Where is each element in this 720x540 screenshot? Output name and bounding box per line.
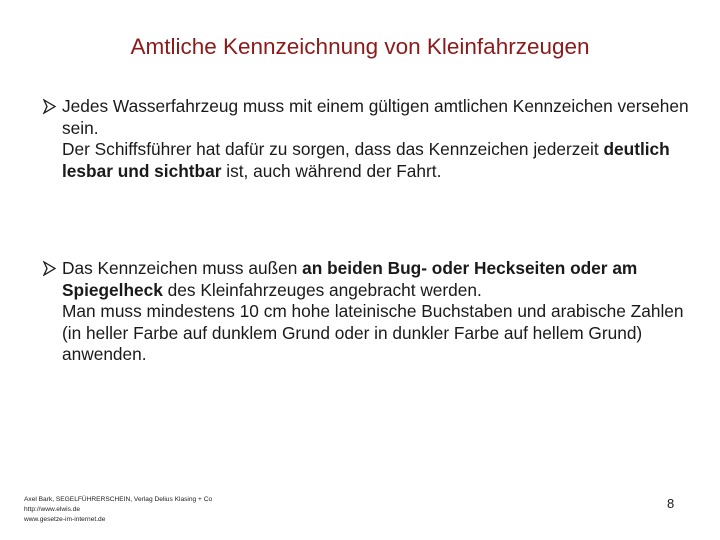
- bullet-2-p2-text-1: Man muss mindestens 10 cm hohe lateinische Buchstaben und arabische Zahlen (in heller Farbe auf dunklem Grund oder in dunkler Farbe auf hellem Grund) anwenden.: [62, 301, 684, 364]
- page-number: 8: [667, 496, 675, 511]
- footer-citation: Axel Bark, SEGELFÜHRERSCHEIN, Verlag Delius Klasing + Co: [24, 496, 213, 503]
- bullet-1-p2-text-2: ist, auch während der Fahrt.: [221, 160, 442, 181]
- bullet-1-p2-text-1: Der Schiffsführer hat dafür zu sorgen, dass das Kennzeichen jederzeit: [62, 139, 604, 159]
- bullet-2-p1-text-2: des Kleinfahrzeuges angebracht werden.: [162, 279, 482, 300]
- footer-link-gesetze[interactable]: www.gesetze-im-internet.de: [24, 516, 106, 523]
- footer-sources: [24, 495, 212, 525]
- bullet-2-paragraph-2: [62, 301, 693, 366]
- bullet-1-p1-text-1: Jedes Wasserfahrzeug muss mit einem gültigen amtlichen Kennzeichen versehen sein.: [62, 96, 689, 138]
- bullet-item-1: [43, 96, 693, 182]
- bullet-1-p2-bold-text: deutlich lesbar und sichtbar: [62, 139, 670, 181]
- arrow-bullet-icon: [43, 96, 57, 117]
- bullet-item-2: [43, 258, 693, 366]
- slide-title: Amtliche Kennzeichnung von Kleinfahrzeugen: [130, 34, 590, 59]
- bullet-1-paragraph-2: [62, 139, 693, 182]
- bullet-2-p1-bold-text: an beiden Bug- oder Heckseiten oder am Spiegelheck: [62, 258, 638, 300]
- bullet-2-p1-text-1: Das Kennzeichen muss außen: [62, 258, 303, 278]
- footer-link-elwis[interactable]: http://www.elwis.de: [24, 506, 81, 513]
- arrow-bullet-icon: [43, 258, 57, 279]
- bullet-2-paragraph-1: [62, 258, 693, 301]
- bullet-1-paragraph-1: [62, 96, 693, 139]
